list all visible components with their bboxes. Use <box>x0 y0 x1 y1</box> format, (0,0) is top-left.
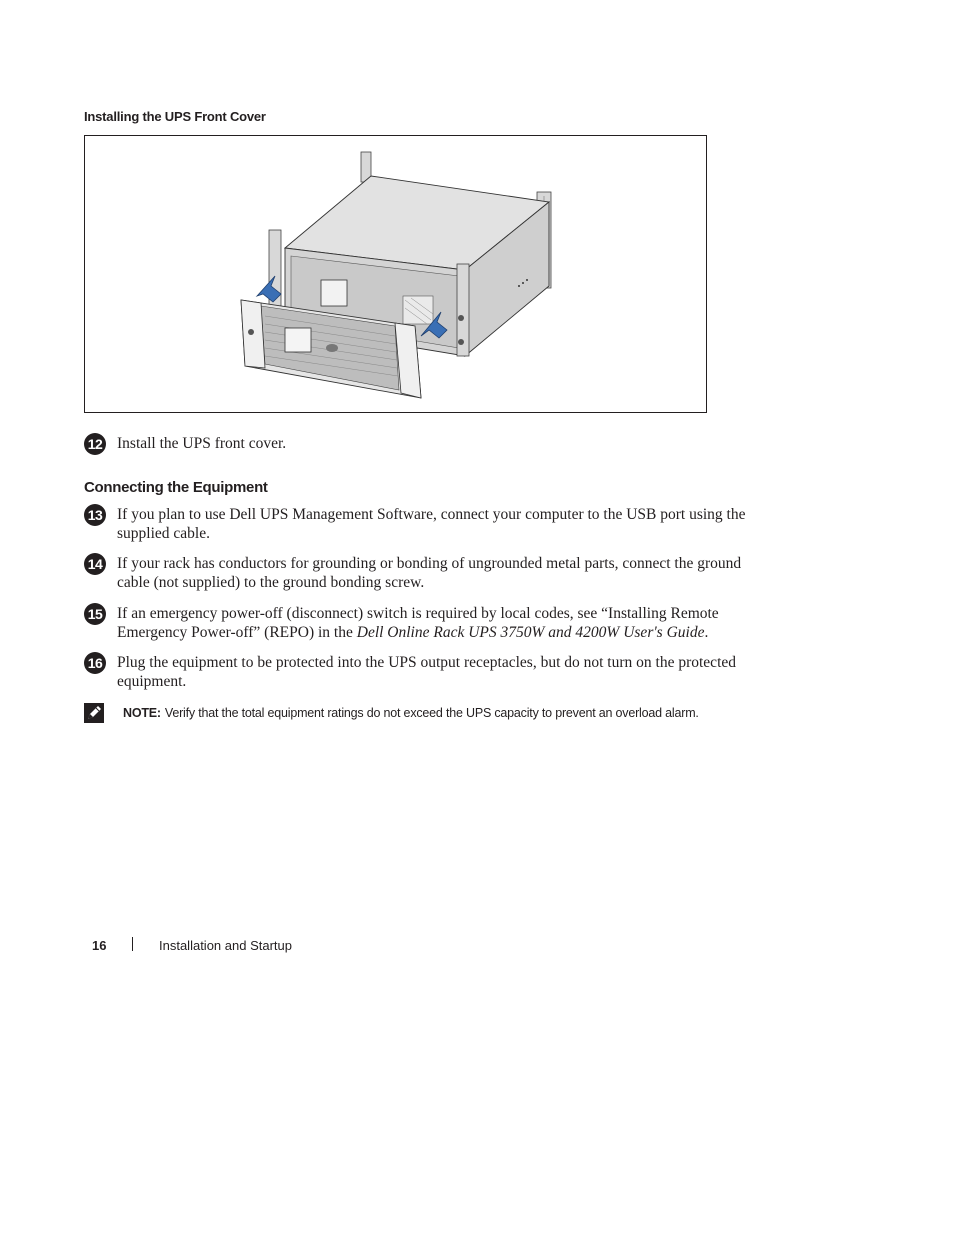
section-heading: Connecting the Equipment <box>84 479 268 496</box>
step-number-badge: 12 <box>84 433 106 455</box>
step-number-badge: 15 <box>84 603 106 625</box>
footer-section-name: Installation and Startup <box>159 938 292 953</box>
step-text-main: If an emergency power-off (disconnect) switch is required by local codes, see “Installing Remote Emergency Power-off” (REPO) in the <box>117 605 719 641</box>
step-number-badge: 14 <box>84 553 106 575</box>
ups-illustration <box>85 136 706 412</box>
step-text-end: . <box>704 624 709 641</box>
figure-caption: Installing the UPS Front Cover <box>84 109 266 124</box>
step-text: Install the UPS front cover. <box>117 435 287 452</box>
note-label: NOTE: <box>123 706 161 720</box>
step-text <box>117 604 757 642</box>
step-number-badge: 13 <box>84 504 106 526</box>
note-text: Verify that the total equipment ratings do not exceed the UPS capacity to prevent an overload alarm. <box>164 706 699 720</box>
step-text: If you plan to use Dell UPS Management Software, connect your computer to the USB port using the supplied cable. <box>117 506 746 542</box>
step-number-badge: 16 <box>84 652 106 674</box>
users-guide-title: Dell Online Rack UPS 3750W and 4200W User's Guide <box>356 624 705 641</box>
pencil-note-icon <box>84 703 104 723</box>
step-text: Plug the equipment to be protected into the UPS output receptacles, but do not turn on the protected equipment. <box>117 654 737 690</box>
ups-front-cover-figure <box>84 135 707 413</box>
footer-separator <box>132 937 133 951</box>
page-number: 16 <box>92 938 107 953</box>
step-text: If your rack has conductors for grounding or bonding of ungrounded metal parts, connect the ground cable (not supplied) to the ground bonding screw. <box>117 555 742 591</box>
